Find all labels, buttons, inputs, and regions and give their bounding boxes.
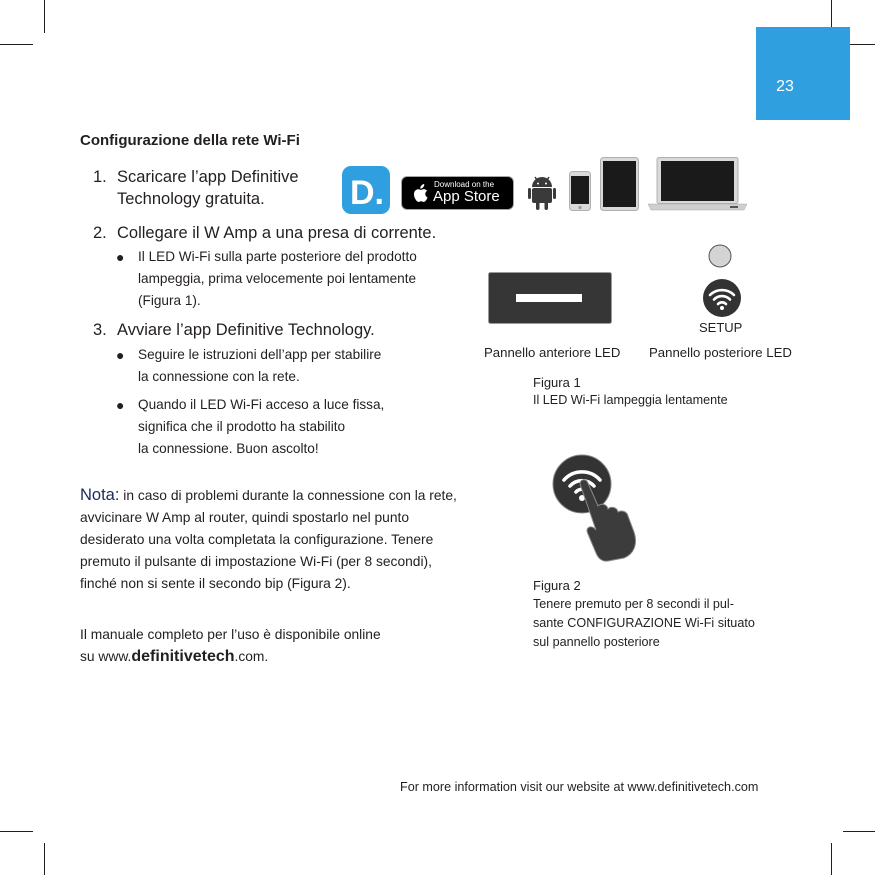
app-icon-letter: D. [350, 174, 384, 212]
note-text: desiderato una volta completata la configurazione. Tenere [80, 532, 434, 547]
footer-text: For more information visit our website at www.definitivetech.com [400, 780, 759, 794]
crop-mark [0, 44, 33, 45]
setup-button-wifi-icon [702, 278, 742, 318]
bullet-dot: ● [116, 347, 125, 363]
app-store-small-text: Download on the [434, 180, 495, 189]
bullet-text: lampeggia, prima velocemente poi lentamente [138, 271, 417, 286]
step-text: Collegare il W Amp a una presa di corrente. [117, 224, 437, 242]
crop-mark [44, 843, 45, 875]
rear-panel-led-indicator [708, 244, 732, 268]
bullet-text: Quando il LED Wi-Fi acceso a luce fissa, [138, 397, 385, 412]
figure-2-caption [533, 595, 755, 652]
bullet-text: significa che il prodotto ha stabilito [138, 419, 346, 434]
note-text: premuto il pulsante di impostazione Wi-Fi (per 8 secondi), [80, 554, 432, 569]
manual-url-suffix: .com. [234, 649, 269, 664]
app-store-badge[interactable] [401, 176, 514, 210]
rear-panel-label: Pannello posteriore LED [649, 345, 792, 360]
step-text: Scaricare l’app Definitive [117, 168, 299, 186]
manual-paragraph [80, 624, 381, 668]
step-number: 2. [93, 224, 107, 242]
front-panel-label: Pannello anteriore LED [484, 345, 621, 360]
bullet-text: Il LED Wi-Fi sulla parte posteriore del prodotto [138, 249, 417, 264]
crop-mark [44, 0, 45, 33]
manual-url-domain[interactable]: definitivetech [131, 648, 235, 665]
app-store-big-text: App Store [433, 188, 500, 205]
crop-mark [843, 831, 875, 832]
note-text: avvicinare W Amp al router, quindi spostarlo nel punto [80, 510, 410, 525]
note-label: Nota: [80, 486, 120, 504]
hand-press-setup-illustration [552, 454, 650, 562]
manual-text: Il manuale completo per l’uso è disponibile online [80, 627, 381, 642]
note-paragraph [80, 484, 457, 595]
step-number: 1. [93, 168, 107, 186]
bullet-text: la connessione con la rete. [138, 369, 300, 384]
front-panel-led-illustration [488, 272, 612, 324]
bullet-text: Seguire le istruzioni dell’app per stabilire [138, 347, 382, 362]
step-text: Technology gratuita. [117, 190, 265, 208]
android-icon [528, 175, 556, 211]
bullet-dot: ● [116, 397, 125, 413]
figure-2-caption-line: sul pannello posteriore [533, 635, 660, 649]
crop-mark [831, 843, 832, 875]
tablet-icon [600, 157, 639, 211]
figure-1-title: Figura 1 [533, 375, 581, 390]
figure-2-title: Figura 2 [533, 578, 581, 593]
laptop-icon [648, 157, 747, 211]
page-number-tab [756, 27, 850, 120]
apple-logo-icon [412, 184, 428, 203]
bullet-dot: ● [116, 249, 125, 265]
note-text: finché non si sente il secondo bip (Figura 2). [80, 576, 351, 591]
note-text: in caso di problemi durante la connessione con la rete, [119, 488, 457, 503]
crop-mark [0, 831, 33, 832]
section-title: Configurazione della rete Wi-Fi [80, 132, 300, 149]
bullet-text: la connessione. Buon ascolto! [138, 441, 319, 456]
smartphone-icon [569, 171, 591, 211]
manual-url-prefix: su www. [80, 649, 132, 664]
setup-label: SETUP [699, 320, 743, 335]
figure-2-caption-line: sante CONFIGURAZIONE Wi-Fi situato [533, 616, 755, 630]
step-text: Avviare l’app Definitive Technology. [117, 321, 375, 339]
step-number: 3. [93, 321, 107, 339]
bullet-text: (Figura 1). [138, 293, 201, 308]
figure-1-caption: Il LED Wi-Fi lampeggia lentamente [533, 393, 728, 407]
page-number: 23 [776, 78, 794, 95]
figure-2-caption-line: Tenere premuto per 8 secondi il pul- [533, 597, 734, 611]
app-icon [342, 166, 390, 214]
